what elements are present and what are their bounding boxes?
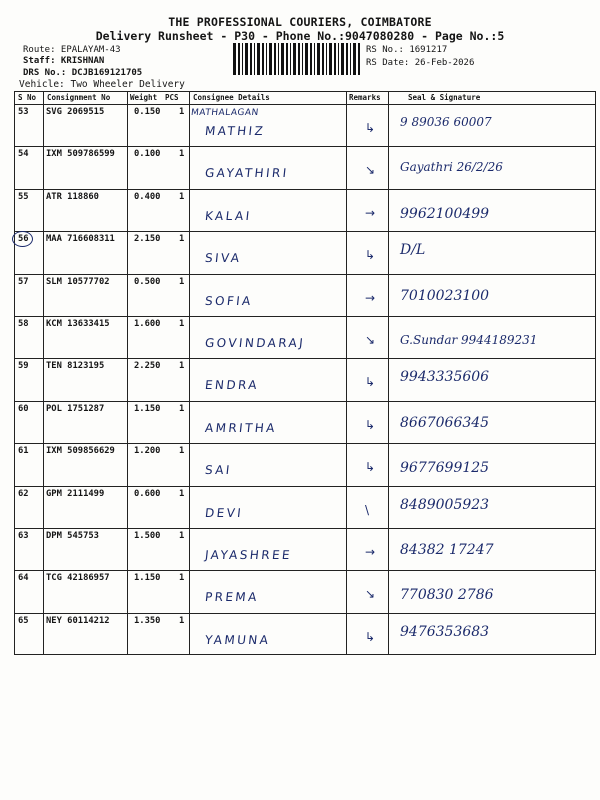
vehicle-label: Vehicle: Two Wheeler Delivery <box>19 79 185 90</box>
table-row <box>15 359 595 401</box>
row-consignee-name: GOVINDARAJ <box>204 336 306 350</box>
row-remark: ↳ <box>365 248 376 263</box>
row-pcs: 1 <box>179 276 185 287</box>
row-consignment-no: IXM 509786599 <box>46 149 115 160</box>
row-signature: 7010023100 <box>400 287 490 304</box>
table-row <box>15 147 595 189</box>
row-weight: 1.500 <box>134 531 161 541</box>
row-sno: 60 <box>18 403 29 414</box>
table-row <box>15 614 595 656</box>
barcode-bar <box>341 43 344 75</box>
barcode-bar <box>302 43 303 75</box>
barcode-bar <box>278 43 279 75</box>
row-remark: ↳ <box>365 121 376 135</box>
row-pcs: 1 <box>179 234 185 245</box>
row-weight: 0.400 <box>134 191 161 202</box>
row-sno: 54 <box>18 149 29 160</box>
row-pcs: 1 <box>179 361 185 372</box>
barcode-bar <box>238 43 240 75</box>
runsheet-title: Delivery Runsheet - P30 - Phone No.:9047080280 - Page No.:5 <box>95 29 505 43</box>
row-sno: 62 <box>18 488 29 499</box>
staff-label: Staff: KRISHNAN <box>23 56 105 66</box>
row-remark: ↳ <box>365 460 376 475</box>
row-consignment-no: TEN 8123195 <box>46 361 105 372</box>
row-weight: 2.150 <box>134 234 161 245</box>
row-consignment-no: ATR 118860 <box>46 191 99 202</box>
row-pcs: 1 <box>179 446 185 457</box>
barcode-bar <box>293 43 296 75</box>
barcode-bar <box>245 43 248 75</box>
barcode-bar <box>281 43 284 75</box>
row-sno: 61 <box>18 446 29 457</box>
row-weight: 1.150 <box>134 403 161 414</box>
row-pcs: 1 <box>179 149 185 160</box>
row-weight: 1.350 <box>134 615 161 626</box>
row-consignment-no: KCM 13633415 <box>46 319 110 329</box>
row-weight: 0.150 <box>134 107 161 117</box>
row-sno: 56 <box>18 234 29 245</box>
row-signature: G.Sundar 9944189231 <box>400 333 538 347</box>
row-consignee-name: DEVI <box>204 505 244 520</box>
row-consignee-name: ENDRA <box>204 378 260 393</box>
table-row <box>15 402 595 444</box>
row-weight: 0.100 <box>134 149 161 160</box>
barcode-bar <box>286 43 288 75</box>
drs-number: DRS No.: DCJB169121705 <box>23 68 143 78</box>
row-signature: 9943335606 <box>400 369 490 386</box>
row-consignment-no: IXM 509856629 <box>46 446 115 457</box>
row-remark: ↘ <box>365 333 376 347</box>
row-remark: \ <box>365 502 370 517</box>
row-consignment-no: DPM 545753 <box>46 531 99 541</box>
barcode-bar <box>233 43 236 75</box>
col-consignee: Consignee Details <box>193 93 270 102</box>
row-consignment-no: NEY 60114212 <box>46 615 110 626</box>
row-consignee-name: YAMUNA <box>204 632 272 647</box>
route-label: Route: EPALAYAM-43 <box>23 45 121 55</box>
row-consignment-no: SVG 2069515 <box>46 107 105 117</box>
row-weight: 0.600 <box>134 488 161 499</box>
table-row <box>15 232 595 274</box>
row-sno: 53 <box>18 107 29 117</box>
row-signature: 9962100499 <box>400 205 490 222</box>
row-remark: → <box>365 290 376 305</box>
col-remarks: Remarks <box>349 93 381 102</box>
row-consignee-extra: MATHALAGAN <box>190 108 260 118</box>
row-consignment-no: GPM 2111499 <box>46 488 105 499</box>
row-weight: 0.500 <box>134 276 161 287</box>
barcode-bar <box>326 43 327 75</box>
barcode-bar <box>350 43 351 75</box>
barcode-bar <box>338 43 339 75</box>
row-pcs: 1 <box>179 191 185 202</box>
barcode-bar <box>322 43 324 75</box>
row-weight: 1.600 <box>134 319 161 329</box>
barcode-bar <box>250 43 252 75</box>
barcode-bar <box>262 43 264 75</box>
barcode-bar <box>334 43 336 75</box>
barcode-bar <box>266 43 267 75</box>
barcode-bar <box>317 43 320 75</box>
table-row <box>15 190 595 232</box>
row-pcs: 1 <box>179 531 185 541</box>
row-pcs: 1 <box>179 488 185 499</box>
row-consignment-no: POL 1751287 <box>46 403 105 414</box>
row-consignment-no: MAA 716608311 <box>46 234 115 245</box>
barcode-bar <box>305 43 308 75</box>
row-sno: 58 <box>18 319 29 329</box>
row-pcs: 1 <box>179 615 185 626</box>
row-consignee-name: SIVA <box>204 251 243 266</box>
row-signature: 9677699125 <box>400 460 490 477</box>
row-consignee-name: KALAI <box>204 208 253 223</box>
row-signature: 84382 17247 <box>400 542 494 558</box>
row-signature: 8489005923 <box>400 496 490 513</box>
row-sno: 57 <box>18 276 29 287</box>
barcode-bar <box>298 43 300 75</box>
row-pcs: 1 <box>179 403 185 414</box>
col-signature: Seal & Signature <box>408 93 481 102</box>
table-row <box>15 444 595 486</box>
barcode-bar <box>254 43 255 75</box>
row-remark: ↳ <box>365 375 376 390</box>
row-pcs: 1 <box>179 107 185 117</box>
barcode <box>233 43 361 75</box>
barcode-bar <box>310 43 312 75</box>
runsheet-table <box>14 91 596 655</box>
row-consignee-name: SOFIA <box>204 293 254 308</box>
row-sno: 65 <box>18 615 29 626</box>
row-remark: → <box>365 545 376 559</box>
row-consignee-name: JAYASHREE <box>204 548 293 562</box>
company-title: THE PROFESSIONAL COURIERS, COIMBATORE <box>168 15 432 29</box>
row-weight: 1.200 <box>134 446 161 457</box>
row-remark: ↳ <box>365 629 376 644</box>
barcode-bar <box>358 43 360 75</box>
row-consignment-no: SLM 10577702 <box>46 276 110 287</box>
row-consignee-name: AMRITHA <box>204 420 278 435</box>
row-remark: ↘ <box>365 163 376 178</box>
barcode-bar <box>290 43 291 75</box>
row-remark: → <box>365 205 376 220</box>
table-row <box>15 571 595 613</box>
table-row <box>15 529 595 571</box>
col-weight: Weight <box>130 93 158 102</box>
row-consignee-name: SAI <box>204 463 233 478</box>
barcode-bar <box>269 43 272 75</box>
barcode-bar <box>257 43 260 75</box>
row-consignee-name: MATHIZ <box>204 124 266 138</box>
row-signature: 9476353683 <box>400 623 490 640</box>
row-remark: ↳ <box>365 417 376 432</box>
row-consignee-name: GAYATHIRI <box>204 166 290 181</box>
row-signature: D/L <box>400 242 426 259</box>
table-header <box>15 92 595 105</box>
row-sno: 55 <box>18 191 29 202</box>
barcode-bar <box>242 43 243 75</box>
col-consignment: Consignment No <box>47 93 111 102</box>
rs-date: RS Date: 26-Feb-2026 <box>366 58 475 68</box>
row-sno: 64 <box>18 573 29 584</box>
row-sno: 59 <box>18 361 29 372</box>
row-pcs: 1 <box>179 573 185 584</box>
row-weight: 2.250 <box>134 361 161 372</box>
col-sno: S No <box>18 93 37 102</box>
barcode-bar <box>346 43 348 75</box>
table-row <box>15 487 595 529</box>
circle-mark <box>12 231 33 247</box>
row-pcs: 1 <box>179 319 185 329</box>
row-signature: Gayathri 26/2/26 <box>400 160 503 175</box>
barcode-bar <box>329 43 332 75</box>
row-signature: 8667066345 <box>400 414 490 431</box>
col-pcs: PCS <box>165 93 179 102</box>
row-weight: 1.150 <box>134 573 161 584</box>
row-signature: 770830 2786 <box>400 587 494 604</box>
row-sno: 63 <box>18 531 29 541</box>
table-row <box>15 317 595 359</box>
barcode-bar <box>353 43 356 75</box>
table-row <box>15 105 595 147</box>
rs-number: RS No.: 1691217 <box>366 45 448 55</box>
row-consignee-name: PREMA <box>204 590 260 605</box>
row-remark: ↘ <box>365 587 376 602</box>
barcode-bar <box>314 43 315 75</box>
row-signature: 9 89036 60007 <box>400 115 492 129</box>
barcode-bar <box>274 43 276 75</box>
table-row <box>15 275 595 317</box>
row-consignment-no: TCG 42186957 <box>46 573 110 584</box>
